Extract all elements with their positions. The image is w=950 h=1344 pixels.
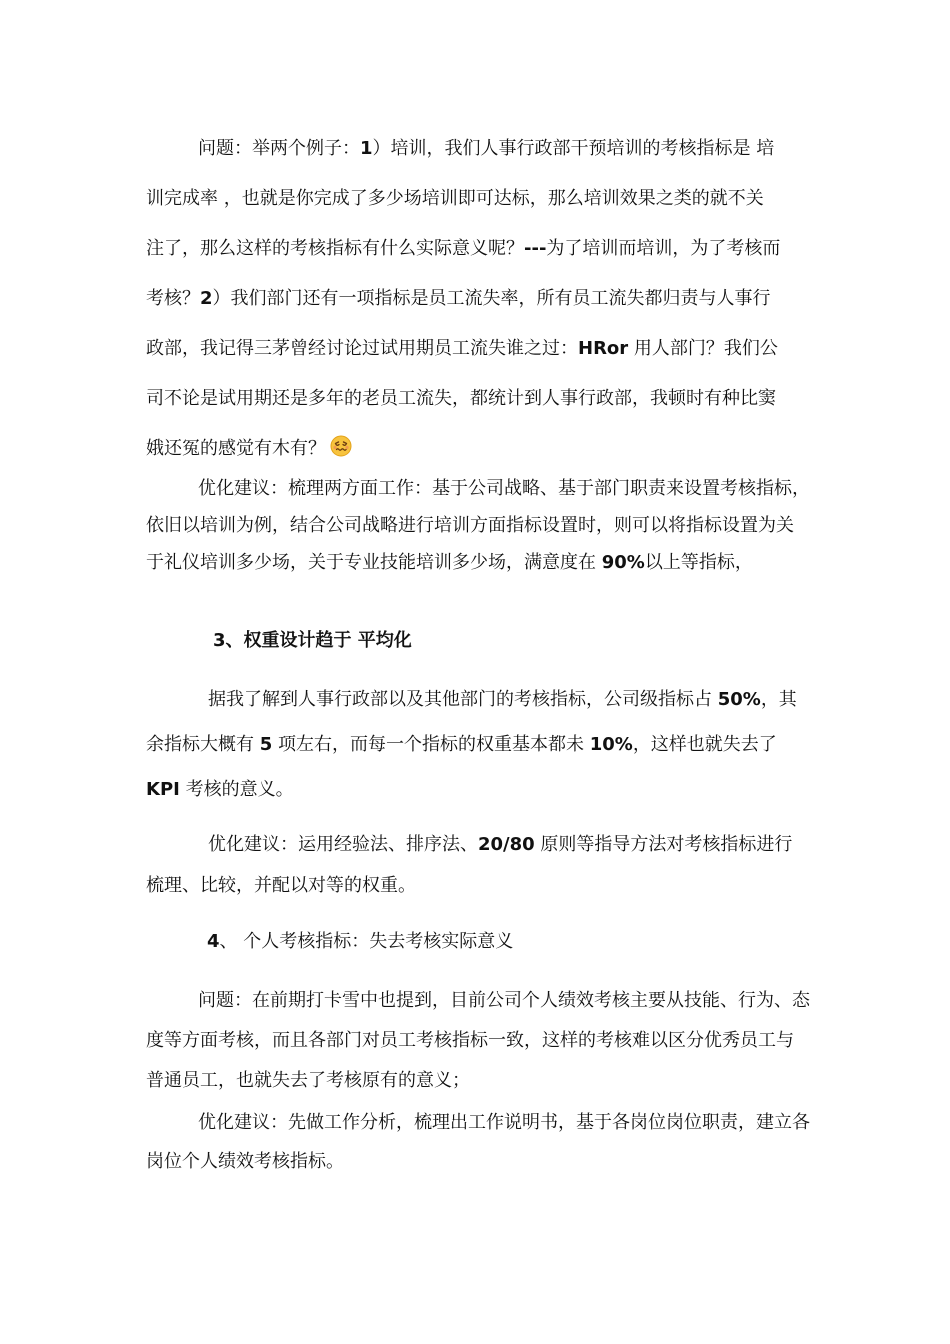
kpi-term: KPI [146, 779, 180, 800]
text-run: ）培训，我们人事行政部干预培训的考核指标是 培 [372, 138, 775, 159]
problem-line [146, 124, 810, 174]
optimization-suggestion-2 [146, 824, 810, 906]
personal-assessment-problem [146, 981, 810, 1101]
weight-text-4: ，这样也就失去了 [632, 734, 777, 755]
text-run: 用人部门？我们公 [628, 338, 778, 359]
heading-4-separator: 、 [219, 931, 238, 952]
optimization-2-text-1: 优化建议：运用经验法、排序法、 [208, 834, 478, 855]
text-run: 2 [200, 288, 213, 309]
text-run: 为了培训而培训，为了考核而 [546, 238, 781, 259]
text-run: 娥还冤的感觉有木有？ [146, 438, 326, 459]
company-level-weight: 50% [717, 689, 761, 710]
woozy-face-emoji-icon [330, 427, 352, 449]
problem-line [146, 324, 810, 374]
text-run: 司不论是试用期还是多年的老员工流失，都统计到人事行政部，我顿时有种比窦 [146, 388, 776, 409]
heading-4-text: 个人考核指标：失去考核实际意义 [237, 931, 514, 952]
optimization-1-tail: 以上等指标， [644, 552, 753, 573]
heading-3-number: 3 [213, 630, 226, 651]
problem-line [146, 274, 810, 324]
problem-4-text: 问题：在前期打卡雪中也提到，目前公司个人绩效考核主要从技能、行为、态度等方面考核，而且各部门对员工考核指标一致，这样的考核难以区分优秀员工与普通员工，也就失去了考核原有的意义； [146, 990, 810, 1091]
rule-20-80: 20/80 [478, 834, 535, 855]
heading-3-text: 权重设计趋于 平均化 [243, 630, 412, 651]
per-indicator-weight: 10% [589, 734, 633, 755]
section-heading-3 [213, 626, 412, 656]
problem-examples-paragraph [146, 124, 810, 474]
text-run: HRor [578, 338, 629, 359]
weight-text-1: 据我了解到人事行政部以及其他部门的考核指标，公司级指标占 [208, 689, 718, 710]
problem-line [146, 174, 810, 224]
text-run: 1 [360, 138, 373, 159]
heading-3-separator: 、 [225, 630, 244, 651]
text-run: 训完成率 ，也就是你完成了多少场培训即可达标，那么培训效果之类的就不关 [146, 188, 764, 209]
problem-line [146, 224, 810, 274]
text-run: 问题：举两个例子： [198, 138, 360, 159]
weight-design-paragraph [146, 677, 810, 812]
text-run: 注了，那么这样的考核指标有什么实际意义呢？ [146, 238, 524, 259]
section-heading-4 [207, 927, 513, 957]
satisfaction-percent: 90% [601, 552, 645, 573]
problem-line [146, 374, 810, 424]
weight-text-5: 考核的意义。 [179, 779, 294, 800]
optimization-1-text: 优化建议：梳理两方面工作：基于公司战略、基于部门职责来设置考核指标，依旧以培训为例，结合公司战略进行培训方面指标设置时，则可以将指标设置为关于礼仪培训多少场，关于专业技能培训多少场，满意度在 [146, 478, 810, 573]
weight-text-3: 项左右，而每一个指标的权重基本都未 [272, 734, 590, 755]
optimization-4-text: 优化建议：先做工作分析，梳理出工作说明书，基于各岗位岗位职责，建立各岗位个人绩效考核指标。 [146, 1112, 810, 1172]
heading-4-number: 4 [207, 931, 220, 952]
optimization-suggestion-1 [146, 470, 810, 581]
text-run: 政部，我记得三茅曾经讨论过试用期员工流失谁之过： [146, 338, 578, 359]
text-run: ）我们部门还有一项指标是员工流失率，所有员工流失都归责与人事行 [212, 288, 771, 309]
problem-line [146, 424, 810, 474]
weight-text-2: ，其余指标大概有 [146, 689, 797, 755]
text-run: 考核？ [146, 288, 200, 309]
other-indicator-count: 5 [259, 734, 273, 755]
text-run: --- [524, 238, 547, 259]
optimization-2-text-2: 原则等指导方法对考核指标进行梳理、比较，并配以对等的权重。 [146, 834, 793, 896]
optimization-suggestion-4 [146, 1103, 810, 1181]
